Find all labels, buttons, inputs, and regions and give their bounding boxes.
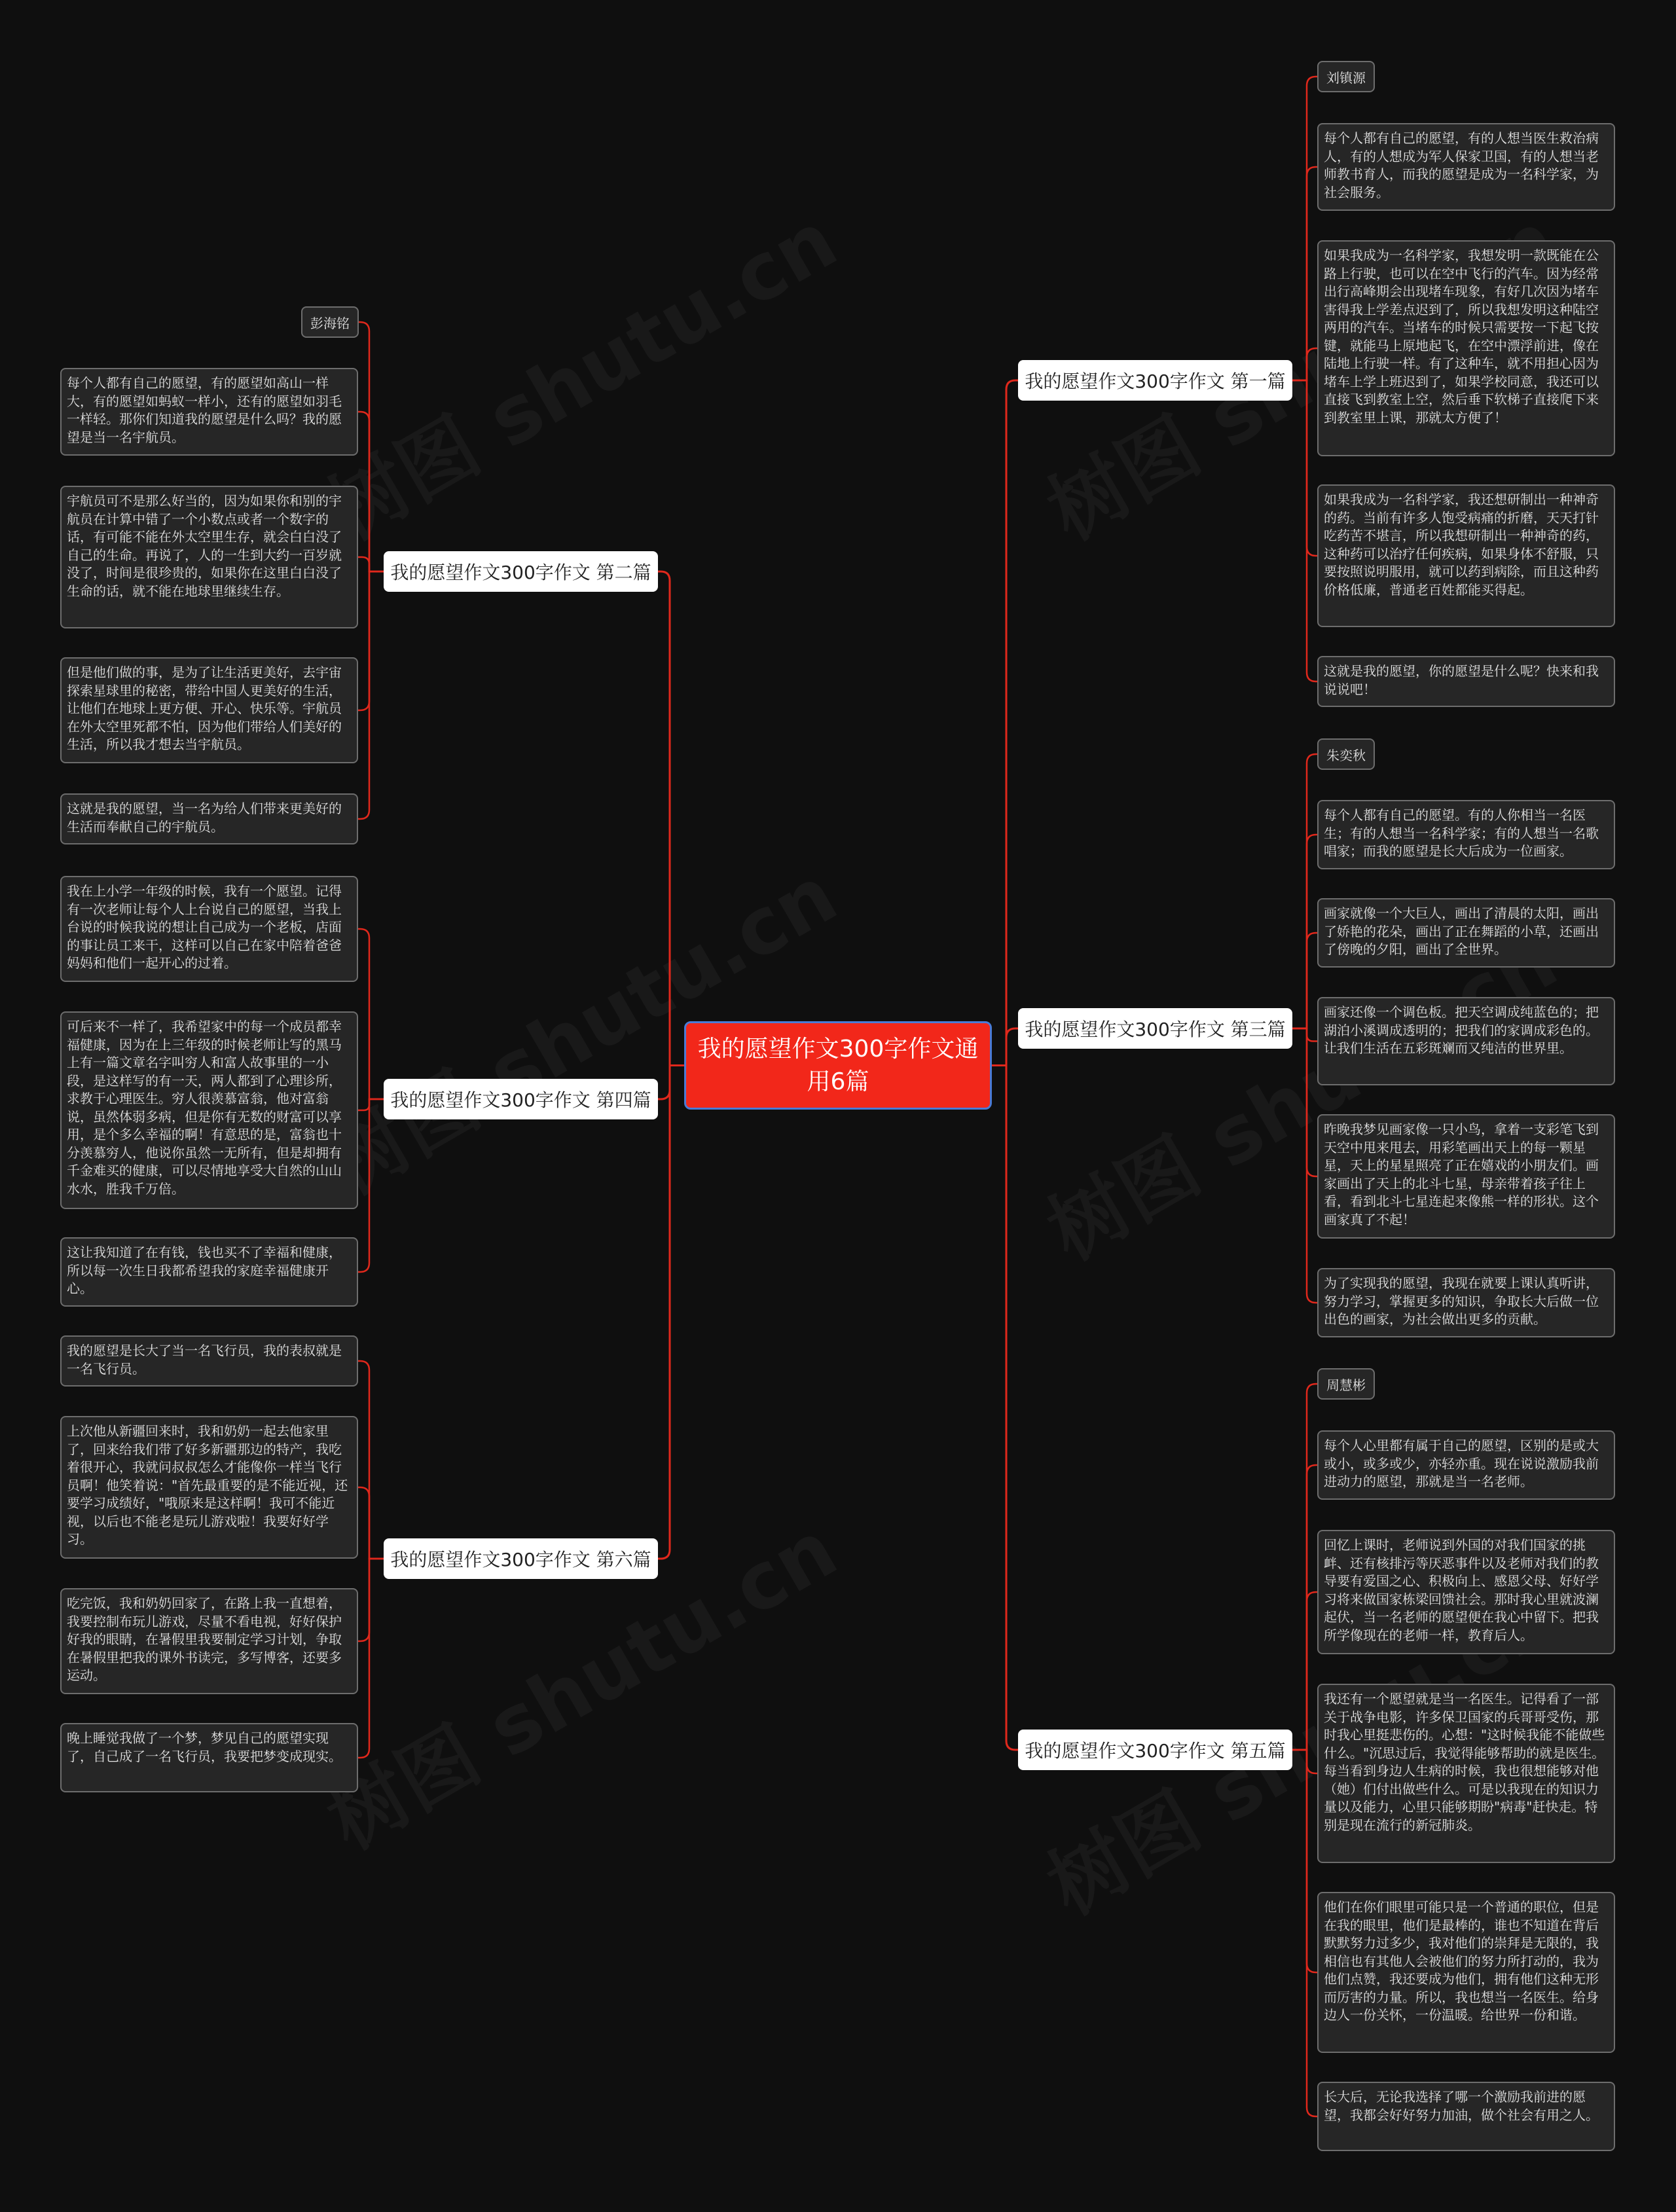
author-tag-5: 周慧彬 [1317, 1368, 1375, 1400]
paragraph-1-2: 如果我成为一名科学家，我想发明一款既能在公路上行驶，也可以在空中飞行的汽车。因为经常出行高峰期会出现堵车现象，有好几次因为堵车害得我上学差点迟到了，所以我想发明这种陆空两用的汽车。当堵车的时候只需要按一下起飞按键，就能马上原地起飞，在空中漂浮前进，像在陆地上行驶一样。有了这种车，就不用担心因为堵车上学上班迟到了，如果学校同意，我还可以直接飞到教室上空，然后垂下软梯子直接爬下来到教室里上课，那就太方便了！ [1317, 240, 1615, 456]
paragraph-3-5: 为了实现我的愿望，我现在就要上课认真听讲，努力学习，掌握更多的知识，争取长大后做一位出色的画家，为社会做出更多的贡献。 [1317, 1268, 1615, 1337]
connector-line [1292, 348, 1317, 380]
paragraph-2-1: 每个人都有自己的愿望，有的愿望如高山一样大，有的愿望如蚂蚁一样小，还有的愿望如羽毛一样轻。那你们知道我的愿望是什么吗？我的愿望是当一名宇航员。 [60, 368, 358, 456]
paragraph-5-3: 我还有一个愿望就是当一名医生。记得看了一部关于战争电影，许多保卫国家的兵哥哥受伤，那时我心里挺悲伤的。心想："这时候我能不能做些什么。"沉思过后，我觉得能够帮助的就是医生。每当看到身边人生病的时候，我也很想能够对他（她）们付出做些什么。可是以我现在的知识力量以及能力，心里只能够期盼"病毒"赶快走。特别是现在流行的新冠肺炎。 [1317, 1684, 1615, 1863]
connector-line [992, 1066, 1018, 1750]
paragraph-5-2: 回忆上课时，老师说到外国的对我们国家的挑衅、还有核排污等厌恶事件以及老师对我们的教导要有爱国之心、积极向上、感恩父母、好好学习将来做国家栋梁回馈社会。那时我心里就波澜起伏，当一名老师的愿望便在我心中留下。把我所学像现在的老师一样，教育后人。 [1317, 1530, 1615, 1654]
paragraph-3-2: 画家就像一个大巨人，画出了清晨的太阳，画出了娇艳的花朵，画出了正在舞蹈的小草，还画出了傍晚的夕阳，画出了全世界。 [1317, 898, 1615, 968]
author-tag-2: 彭海铭 [301, 306, 359, 338]
paragraph-1-1: 每个人都有自己的愿望，有的人想当医生救治病人，有的人想成为军人保家卫国，有的人想当老师教书育人，而我的愿望是成为一名科学家，为社会服务。 [1317, 123, 1615, 211]
paragraph-5-5: 长大后，无论我选择了哪一个激励我前进的愿望，我都会好好努力加油，做个社会有用之人。 [1317, 2082, 1615, 2151]
connector-line [358, 1361, 384, 1559]
branch-topic-5[interactable]: 我的愿望作文300字作文 第五篇 [1018, 1730, 1292, 1770]
paragraph-6-2: 上次他从新疆回来时，我和奶奶一起去他家里了，回来给我们带了好多新疆那边的特产，我吃着很开心，我就问叔叔怎么才能像你一样当飞行员啊！他笑着说："首先最重要的是不能近视，还要学习成绩好，"哦原来是这样啊！我可不能近视，以后也不能老是玩儿游戏啦！我要好好学习。 [60, 1416, 358, 1559]
paragraph-6-3: 吃完饭，我和奶奶回家了，在路上我一直想着，我要控制布玩儿游戏，尽量不看电视，好好保护好我的眼睛，在暑假里我要制定学习计划，争取在暑假里把我的课外书读完，多写博客，还要多运动。 [60, 1588, 358, 1694]
paragraph-6-1: 我的愿望是长大了当一名飞行员，我的表叔就是一名飞行员。 [60, 1335, 358, 1387]
branch-topic-6[interactable]: 我的愿望作文300字作文 第六篇 [384, 1538, 658, 1579]
connector-line [1292, 1750, 1317, 1773]
branch-topic-3[interactable]: 我的愿望作文300字作文 第三篇 [1018, 1008, 1292, 1049]
connector-line [358, 1559, 384, 1641]
paragraph-3-3: 画家还像一个调色板。把天空调成纯蓝色的；把湖泊小溪调成透明的；把我们的家调成彩色的。让我们生活在五彩斑斓而又纯洁的世界里。 [1317, 997, 1615, 1085]
connector-line [992, 380, 1018, 1066]
connector-line [358, 1559, 384, 1758]
connector-line [358, 571, 384, 710]
connector-line [1292, 380, 1317, 556]
connector-line [358, 929, 384, 1099]
connector-line [1292, 1028, 1317, 1042]
branch-topic-1[interactable]: 我的愿望作文300字作文 第一篇 [1018, 360, 1292, 401]
connector-line [1292, 1028, 1317, 1303]
connector-line [358, 557, 384, 571]
paragraph-2-2: 宇航员可不是那么好当的，因为如果你和别的宇航员在计算中错了一个小数点或者一个数字的话，有可能不能在外太空里生存，就会白白没了自己的生命。再说了，人的一生到大约一百岁就没了，时间是很珍贵的，如果你在这里白白没了生命的话，就不能在地球里继续生存。 [60, 486, 358, 628]
connector-line [358, 1487, 384, 1559]
paragraph-4-2: 可后来不一样了，我希望家中的每一个成员都幸福健康，因为在上三年级的时候老师让写的黑马上有一篇文章名字叫穷人和富人故事里的一小段，是这样写的有一天，两人都到了心理诊所，求教于心理医生。穷人很羡慕富翁，他对富翁说，虽然体弱多病，但是你有无数的财富可以享用，是个多么幸福的啊！有意思的是，富翁也十分羡慕穷人，他说你虽然一无所有，但是却拥有千金难买的健康，可以尽情地享受大自然的山山水水，胜我千万倍。 [60, 1011, 358, 1209]
root-topic[interactable]: 我的愿望作文300字作文通用6篇 [684, 1021, 992, 1110]
paragraph-5-1: 每个人心里都有属于自己的愿望，区别的是或大或小，或多或少，亦轻亦重。现在说说激励我前进动力的愿望，那就是当一名老师。 [1317, 1430, 1615, 1500]
connector-line [1292, 933, 1317, 1028]
connector-line [658, 571, 684, 1066]
branch-topic-2[interactable]: 我的愿望作文300字作文 第二篇 [384, 551, 658, 592]
author-tag-3: 朱奕秋 [1317, 738, 1375, 770]
paragraph-5-4: 他们在你们眼里可能只是一个普通的职位，但是在我的眼里，他们是最棒的，谁也不知道在背后默默努力过多少，我对他们的崇拜是无限的，我相信也有其他人会被他们的努力所打动的，我为他们点赞，我还要成为他们，拥有他们这种无形而厉害的力量。所以，我也想当一名医生。给身边人一份关怀，一份温暖。给世界一份和谐。 [1317, 1892, 1615, 2053]
paragraph-2-3: 但是他们做的事，是为了让生活更美好，去宇宙探索星球里的秘密，带给中国人更美好的生活，让他们在地球上更方便、开心、快乐等。宇航员在外太空里死都不怕，因为他们带给人们美好的生活，所以我才想去当宇航员。 [60, 657, 358, 763]
paragraph-6-4: 晚上睡觉我做了一个梦，梦见自己的愿望实现了，自己成了一名飞行员，我要把梦变成现实。 [60, 1723, 358, 1792]
connector-line [1292, 380, 1317, 681]
connector-line [1292, 1465, 1317, 1750]
paragraph-3-4: 昨晚我梦见画家像一只小鸟，拿着一支彩笔飞到天空中甩来甩去，用彩笔画出天上的每一颗星星，天上的星星照亮了正在嬉戏的小朋友们。画家画出了天上的北斗七星，母亲带着孩子往上看，看到北斗七星连起来像熊一样的形状。这个画家真了不起！ [1317, 1114, 1615, 1239]
connector-line [658, 1066, 684, 1100]
connector-line [1292, 1028, 1317, 1176]
connector-line [1292, 1750, 1317, 1972]
paragraph-2-4: 这就是我的愿望，当一名为给人们带来更美好的生活而奉献自己的宇航员。 [60, 793, 358, 844]
connector-line [358, 1099, 384, 1272]
branch-topic-4[interactable]: 我的愿望作文300字作文 第四篇 [384, 1079, 658, 1119]
connector-line [1292, 835, 1317, 1028]
connector-line [1292, 77, 1317, 380]
paragraph-1-3: 如果我成为一名科学家，我还想研制出一种神奇的药。当前有许多人饱受病痛的折磨，天天打针吃药苦不堪言，所以我想研制出一种神奇的药，这种药可以治疗任何疾病，如果身体不舒服，只要按照说明服用，就可以药到病除，而且这种药价格低廉，普通老百姓都能买得起。 [1317, 484, 1615, 627]
connector-line [1292, 754, 1317, 1028]
paragraph-3-1: 每个人都有自己的愿望。有的人你相当一名医生；有的人想当一名科学家；有的人想当一名歌唱家；而我的愿望是长大后成为一位画家。 [1317, 800, 1615, 869]
connector-line [359, 322, 384, 571]
connector-line [1292, 1750, 1317, 2116]
connector-line [1292, 1592, 1317, 1750]
paragraph-4-1: 我在上小学一年级的时候，我有一个愿望。记得有一次老师让每个人上台说自己的愿望，当我上台说的时候我说的想让自己成为一个老板，店面的事让员工来干，这样可以自己在家中陪着爸爸妈妈和他们一起开心的过着。 [60, 876, 358, 982]
paragraph-4-3: 这让我知道了在有钱，钱也买不了幸福和健康，所以每一次生日我都希望我的家庭幸福健康开心。 [60, 1237, 358, 1307]
connector-line [358, 571, 384, 819]
connector-line [358, 412, 384, 571]
connector-line [658, 1066, 684, 1559]
connector-line [1292, 1384, 1317, 1750]
connector-line [358, 1099, 384, 1110]
paragraph-1-4: 这就是我的愿望，你的愿望是什么呢？快来和我说说吧！ [1317, 656, 1615, 707]
author-tag-1: 刘镇源 [1317, 61, 1375, 92]
connector-line [992, 1028, 1018, 1066]
